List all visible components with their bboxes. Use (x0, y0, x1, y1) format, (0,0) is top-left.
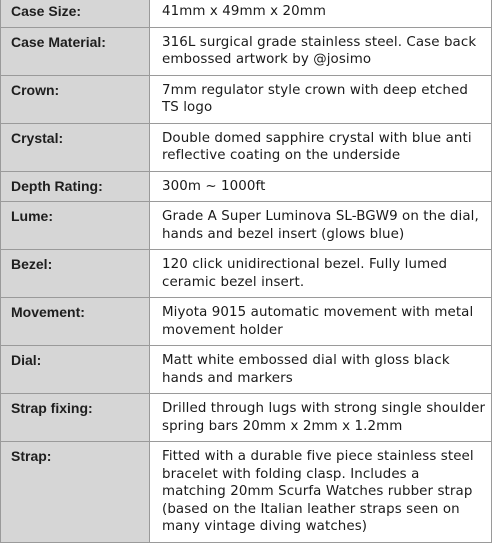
table-row (1, 250, 492, 298)
table-row (1, 394, 492, 442)
spec-value: Fitted with a durable five piece stainless steel bracelet with folding clasp. Includes a matching 20mm Scurfa Watches rubber strap (based on the Italian leather straps seen on many vintage diving watches) (150, 442, 492, 543)
spec-label: Case Size: (1, 0, 150, 27)
table-row (1, 202, 492, 250)
spec-label: Case Material: (1, 27, 150, 75)
table-row (1, 123, 492, 171)
spec-value: Grade A Super Luminova SL-BGW9 on the dial, hands and bezel insert (glows blue) (150, 202, 492, 250)
spec-value: 7mm regulator style crown with deep etched TS logo (150, 75, 492, 123)
table-row (1, 171, 492, 202)
spec-value: 300m ~ 1000ft (150, 171, 492, 202)
spec-label: Dial: (1, 346, 150, 394)
spec-value: Double domed sapphire crystal with blue anti reflective coating on the underside (150, 123, 492, 171)
spec-value: Matt white embossed dial with gloss black hands and markers (150, 346, 492, 394)
spec-value: Miyota 9015 automatic movement with metal movement holder (150, 298, 492, 346)
spec-label: Crown: (1, 75, 150, 123)
spec-label: Strap fixing: (1, 394, 150, 442)
spec-label: Strap: (1, 442, 150, 543)
spec-value: 120 click unidirectional bezel. Fully lumed ceramic bezel insert. (150, 250, 492, 298)
spec-value: 41mm x 49mm x 20mm (150, 0, 492, 27)
table-row (1, 346, 492, 394)
table-row (1, 75, 492, 123)
spec-label: Bezel: (1, 250, 150, 298)
table-row (1, 0, 492, 27)
spec-value: 316L surgical grade stainless steel. Case back embossed artwork by @josimo (150, 27, 492, 75)
spec-label: Movement: (1, 298, 150, 346)
table-row (1, 27, 492, 75)
spec-label: Lume: (1, 202, 150, 250)
table-row (1, 442, 492, 543)
spec-value: Drilled through lugs with strong single shoulder spring bars 20mm x 2mm x 1.2mm (150, 394, 492, 442)
table-row (1, 298, 492, 346)
spec-label: Depth Rating: (1, 171, 150, 202)
spec-label: Crystal: (1, 123, 150, 171)
